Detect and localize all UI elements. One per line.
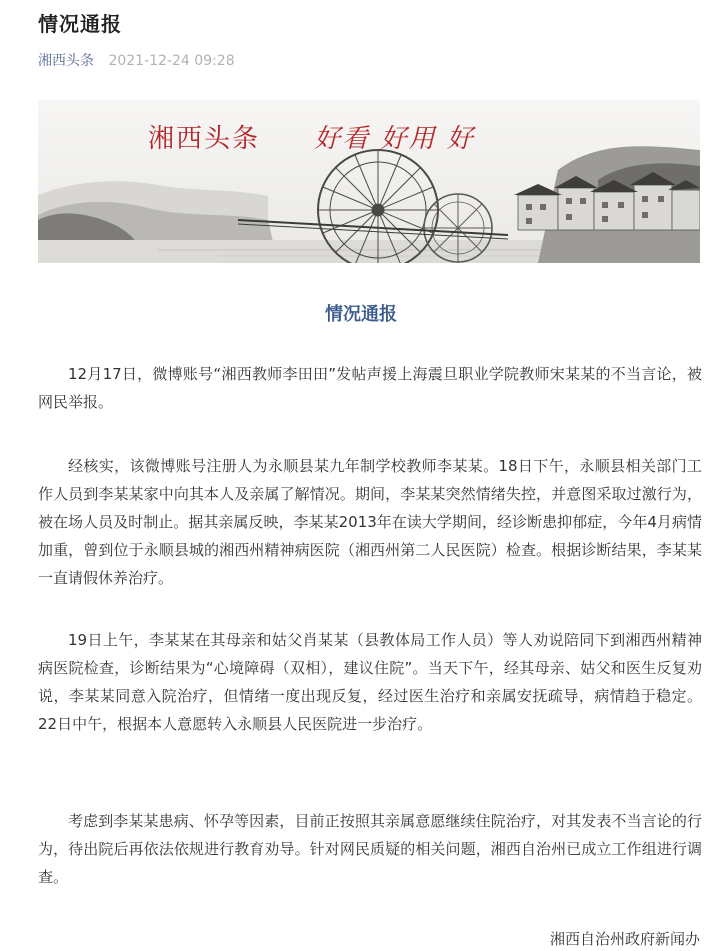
banner-caption bbox=[148, 118, 475, 155]
article-paragraph-1: 12月17日，微博账号“湘西教师李田田”发帖声援上海震旦职业学院教师宋某某的不当言论，被网民举报。 bbox=[38, 365, 702, 411]
publish-datetime: 2021-12-24 09:28 bbox=[108, 53, 235, 69]
account-link[interactable]: 湘西头条 bbox=[38, 53, 94, 69]
article-paragraph-2: 经核实，该微博账号注册人为永顺县某九年制学校教师李某某。18日下午，永顺县相关部门工作人员到李某某家中向其本人及亲属了解情况。期间，李某某突然情绪失控，并意图采取过激行为，被在场人员及时制止。据其亲属反映，李某某2013年在读大学期间，经诊断患抑郁症，今年4月病情加重，曾到位于永顺县城的湘西州精神病医院（湘西州第二人民医院）检查。根据诊断结果，李某某一直请假休养治疗。 bbox=[38, 457, 702, 587]
article-paragraph-4: 考虑到李某某患病、怀孕等因素，目前正按照其亲属意愿继续住院治疗，对其发表不当言论的行为，待出院后再依法依规进行教育劝导。针对网民质疑的相关问题，湘西自治州已成立工作组进行调查。 bbox=[38, 812, 702, 886]
article-heading: 情况通报 bbox=[325, 304, 397, 325]
banner-slogan: 好看 好用 好 bbox=[314, 124, 475, 154]
article-signature: 湘西自治州政府新闻办 bbox=[549, 930, 700, 948]
article-meta bbox=[38, 50, 235, 70]
banner-brand: 湘西头条 bbox=[148, 124, 261, 154]
article-paragraph-3: 19日上午，李某某在其母亲和姑父肖某某（县教体局工作人员）等人劝说陪同下到湘西州精神病医院检查，诊断结果为“心境障碍（双相），建议住院”。当天下午，经其母亲、姑父和医生反复劝说，李某某同意入院治疗，但情绪一度出现反复，经过医生治疗和亲属安抚疏导，病情趋于稳定。22日中午，根据本人意愿转入永顺县人民医院进一步治疗。 bbox=[38, 631, 702, 733]
page-title: 情况通报 bbox=[38, 12, 122, 36]
banner-image bbox=[38, 100, 700, 263]
